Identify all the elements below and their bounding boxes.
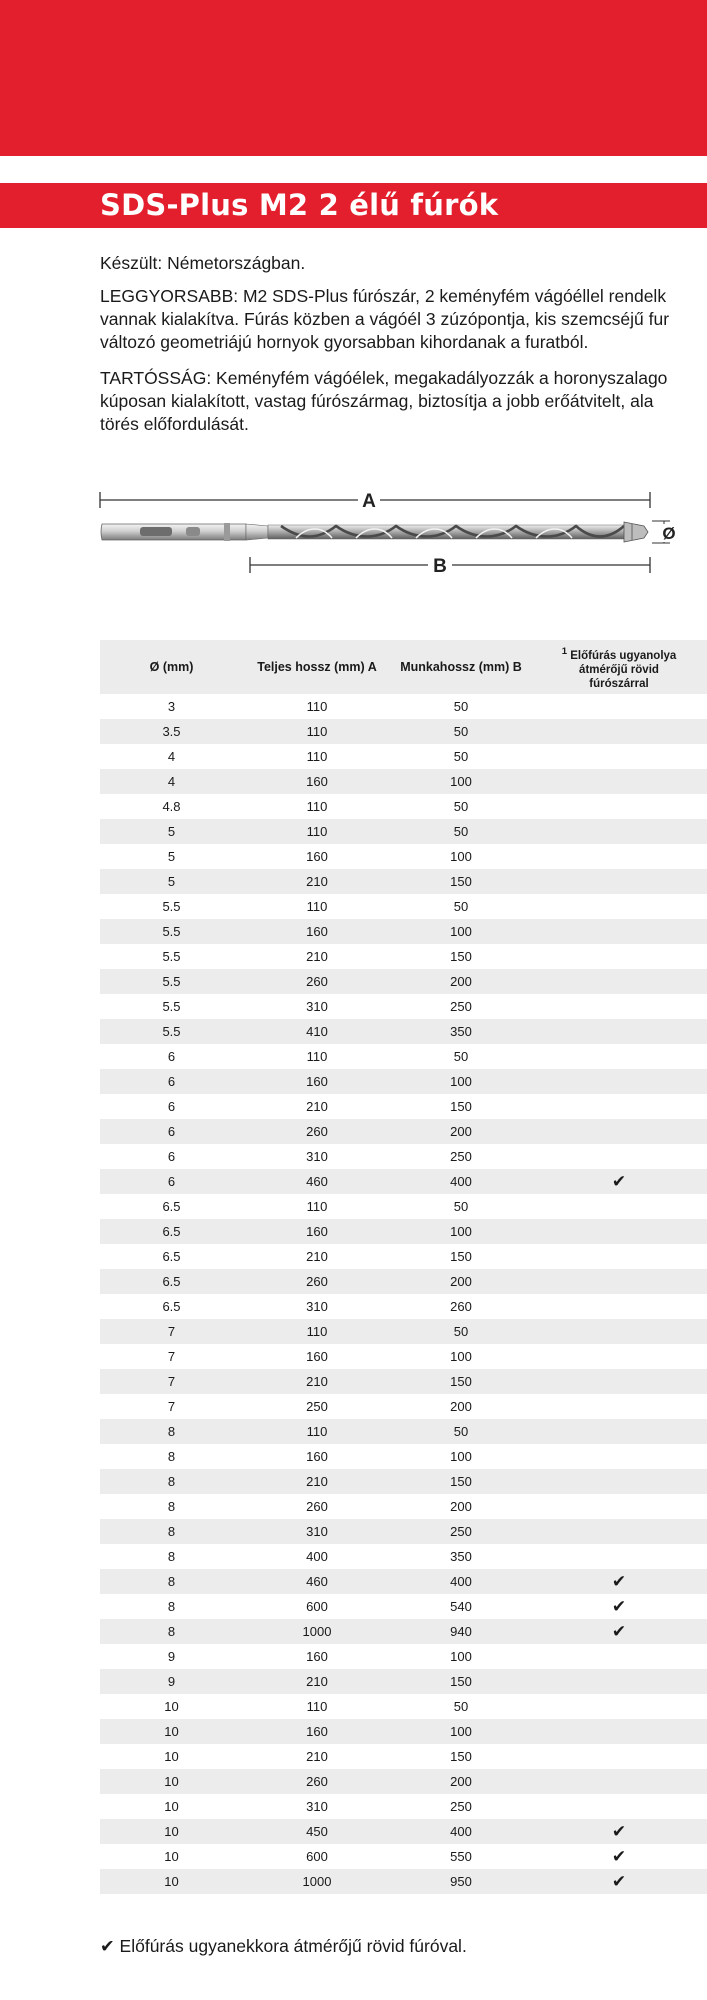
cell-total-length: 160	[243, 1069, 391, 1094]
table-row	[100, 1019, 707, 1044]
cell-predrill	[531, 1444, 707, 1469]
cell-working-length: 200	[391, 969, 531, 994]
cell-diameter: 8	[100, 1619, 243, 1644]
cell-predrill	[531, 1019, 707, 1044]
cell-total-length: 210	[243, 869, 391, 894]
cell-predrill	[531, 994, 707, 1019]
cell-total-length: 210	[243, 944, 391, 969]
cell-diameter: 5.5	[100, 919, 243, 944]
table-row	[100, 1119, 707, 1144]
spec-table	[100, 640, 707, 1894]
cell-diameter: 6.5	[100, 1219, 243, 1244]
check-icon: ✔	[611, 1846, 627, 1866]
cell-diameter: 5.5	[100, 894, 243, 919]
check-icon: ✔	[100, 1936, 115, 1956]
table-row	[100, 1869, 707, 1894]
cell-diameter: 8	[100, 1444, 243, 1469]
table-header-row	[100, 640, 707, 694]
table-row	[100, 1694, 707, 1719]
cell-diameter: 7	[100, 1369, 243, 1394]
durability-line: TARTÓSSÁG: Keményfém vágóélek, megakadályozzák a horonyszalago	[100, 368, 668, 388]
cell-predrill	[531, 1644, 707, 1669]
table-row	[100, 1069, 707, 1094]
check-icon: ✔	[611, 1171, 627, 1191]
cell-working-length: 150	[391, 1744, 531, 1769]
cell-total-length: 260	[243, 969, 391, 994]
cell-diameter: 10	[100, 1694, 243, 1719]
cell-working-length: 100	[391, 1344, 531, 1369]
cell-predrill	[531, 1369, 707, 1394]
cell-working-length: 250	[391, 1519, 531, 1544]
cell-working-length: 350	[391, 1019, 531, 1044]
cell-diameter: 5	[100, 819, 243, 844]
cell-total-length: 400	[243, 1544, 391, 1569]
cell-total-length: 110	[243, 1694, 391, 1719]
cell-predrill	[531, 1044, 707, 1069]
cell-total-length: 210	[243, 1369, 391, 1394]
cell-working-length: 150	[391, 1469, 531, 1494]
table-row	[100, 1519, 707, 1544]
cell-diameter: 3	[100, 694, 243, 719]
table-row	[100, 1394, 707, 1419]
header-predrill-superscript: 1	[561, 646, 568, 658]
cell-predrill	[531, 1519, 707, 1544]
cell-total-length: 260	[243, 1119, 391, 1144]
cell-predrill	[531, 719, 707, 744]
table-row	[100, 819, 707, 844]
cell-working-length: 100	[391, 1644, 531, 1669]
table-row	[100, 694, 707, 719]
cell-total-length: 310	[243, 1794, 391, 1819]
cell-predrill	[531, 1844, 707, 1869]
cell-total-length: 110	[243, 794, 391, 819]
cell-diameter: 4	[100, 769, 243, 794]
cell-total-length: 160	[243, 1644, 391, 1669]
table-row	[100, 944, 707, 969]
table-row	[100, 1794, 707, 1819]
cell-total-length: 410	[243, 1019, 391, 1044]
cell-predrill	[531, 1794, 707, 1819]
cell-predrill	[531, 1544, 707, 1569]
cell-predrill	[531, 919, 707, 944]
dimension-a	[100, 488, 650, 512]
cell-total-length: 260	[243, 1269, 391, 1294]
table-row	[100, 1844, 707, 1869]
cell-total-length: 160	[243, 919, 391, 944]
drill-bit-diagram	[96, 480, 686, 590]
cell-predrill	[531, 1769, 707, 1794]
cell-working-length: 200	[391, 1394, 531, 1419]
cell-diameter: 5	[100, 869, 243, 894]
table-row	[100, 1744, 707, 1769]
table-row	[100, 1469, 707, 1494]
cell-predrill	[531, 1269, 707, 1294]
table-row	[100, 1294, 707, 1319]
cell-diameter: 8	[100, 1519, 243, 1544]
table-row	[100, 1144, 707, 1169]
cell-working-length: 50	[391, 694, 531, 719]
header-predrill-line: átmérőjű rövid	[579, 663, 659, 676]
table-row	[100, 1444, 707, 1469]
cell-diameter: 6	[100, 1069, 243, 1094]
cell-diameter: 6	[100, 1044, 243, 1069]
cell-predrill	[531, 794, 707, 819]
dimension-b	[250, 553, 650, 577]
table-row	[100, 1619, 707, 1644]
table-row	[100, 1344, 707, 1369]
cell-diameter: 7	[100, 1394, 243, 1419]
cell-total-length: 460	[243, 1169, 391, 1194]
cell-working-length: 150	[391, 1094, 531, 1119]
table-row	[100, 1319, 707, 1344]
cell-diameter: 9	[100, 1644, 243, 1669]
cell-diameter: 6	[100, 1144, 243, 1169]
cell-working-length: 100	[391, 1219, 531, 1244]
cell-diameter: 6	[100, 1094, 243, 1119]
check-icon: ✔	[611, 1621, 627, 1641]
cell-predrill	[531, 894, 707, 919]
fastest-paragraph	[100, 285, 707, 354]
cell-total-length: 160	[243, 769, 391, 794]
cell-total-length: 110	[243, 719, 391, 744]
check-icon: ✔	[611, 1871, 627, 1891]
cell-predrill	[531, 944, 707, 969]
table-row	[100, 1819, 707, 1844]
cell-diameter: 6	[100, 1169, 243, 1194]
cell-working-length: 200	[391, 1494, 531, 1519]
cell-total-length: 110	[243, 1194, 391, 1219]
cell-predrill	[531, 1619, 707, 1644]
intro-text	[100, 252, 707, 449]
table-row	[100, 894, 707, 919]
cell-total-length: 110	[243, 819, 391, 844]
cell-total-length: 110	[243, 1044, 391, 1069]
cell-working-length: 150	[391, 869, 531, 894]
footnote	[100, 1936, 467, 1957]
table-row	[100, 844, 707, 869]
cell-total-length: 210	[243, 1094, 391, 1119]
cell-working-length: 200	[391, 1269, 531, 1294]
durability-line: törés előfordulását.	[100, 414, 249, 434]
cell-total-length: 210	[243, 1244, 391, 1269]
cell-total-length: 310	[243, 1144, 391, 1169]
cell-total-length: 110	[243, 894, 391, 919]
cell-diameter: 8	[100, 1544, 243, 1569]
cell-working-length: 50	[391, 1194, 531, 1219]
table-row	[100, 1219, 707, 1244]
cell-diameter: 8	[100, 1569, 243, 1594]
check-icon: ✔	[611, 1821, 627, 1841]
table-row	[100, 1094, 707, 1119]
cell-predrill	[531, 1344, 707, 1369]
diameter-dimension	[652, 521, 680, 543]
cell-working-length: 100	[391, 1069, 531, 1094]
cell-total-length: 160	[243, 1344, 391, 1369]
header-total-length: Teljes hossz (mm) A	[243, 640, 391, 694]
cell-predrill	[531, 1069, 707, 1094]
cell-total-length: 110	[243, 694, 391, 719]
cell-diameter: 4.8	[100, 794, 243, 819]
header-diameter: Ø (mm)	[100, 640, 243, 694]
footnote-text: Előfúrás ugyanekkora átmérőjű rövid fúróval.	[119, 1936, 467, 1956]
cell-predrill	[531, 1869, 707, 1894]
cell-predrill	[531, 1294, 707, 1319]
cell-working-length: 50	[391, 744, 531, 769]
cell-diameter: 10	[100, 1869, 243, 1894]
cell-working-length: 250	[391, 994, 531, 1019]
table-row	[100, 1244, 707, 1269]
cell-diameter: 5.5	[100, 944, 243, 969]
cell-predrill	[531, 969, 707, 994]
table-row	[100, 1569, 707, 1594]
cell-working-length: 350	[391, 1544, 531, 1569]
cell-predrill	[531, 1494, 707, 1519]
cell-diameter: 3.5	[100, 719, 243, 744]
cell-predrill	[531, 1669, 707, 1694]
cell-working-length: 100	[391, 1719, 531, 1744]
cell-diameter: 6.5	[100, 1244, 243, 1269]
cell-total-length: 260	[243, 1769, 391, 1794]
fastest-line: LEGGYORSABB: M2 SDS-Plus fúrószár, 2 keményfém vágóéllel rendelk	[100, 286, 667, 306]
cell-predrill	[531, 1194, 707, 1219]
cell-total-length: 250	[243, 1394, 391, 1419]
cell-diameter: 7	[100, 1319, 243, 1344]
cell-total-length: 310	[243, 1519, 391, 1544]
fastest-line: változó geometriájú hornyok gyorsabban kihordanak a furatból.	[100, 332, 589, 352]
cell-working-length: 150	[391, 1244, 531, 1269]
cell-working-length: 950	[391, 1869, 531, 1894]
cell-predrill	[531, 1569, 707, 1594]
table-row	[100, 1719, 707, 1744]
table-row	[100, 1369, 707, 1394]
table-row	[100, 919, 707, 944]
dimension-a-label: A	[362, 491, 376, 512]
table-row	[100, 1194, 707, 1219]
cell-working-length: 50	[391, 1694, 531, 1719]
cell-total-length: 310	[243, 1294, 391, 1319]
table-row	[100, 1419, 707, 1444]
cell-diameter: 8	[100, 1469, 243, 1494]
cell-diameter: 10	[100, 1819, 243, 1844]
cell-predrill	[531, 694, 707, 719]
cell-predrill	[531, 1119, 707, 1144]
cell-diameter: 6.5	[100, 1294, 243, 1319]
cell-predrill	[531, 1694, 707, 1719]
cell-predrill	[531, 1169, 707, 1194]
cell-working-length: 100	[391, 919, 531, 944]
cell-diameter: 5.5	[100, 1019, 243, 1044]
cell-working-length: 400	[391, 1819, 531, 1844]
cell-working-length: 50	[391, 1419, 531, 1444]
cell-predrill	[531, 1594, 707, 1619]
top-red-band	[0, 0, 707, 156]
check-icon: ✔	[611, 1596, 627, 1616]
table-row	[100, 1169, 707, 1194]
cell-predrill	[531, 1819, 707, 1844]
table-row	[100, 794, 707, 819]
cell-diameter: 10	[100, 1744, 243, 1769]
cell-working-length: 50	[391, 794, 531, 819]
table-row	[100, 1769, 707, 1794]
cell-total-length: 210	[243, 1469, 391, 1494]
cell-predrill	[531, 769, 707, 794]
durability-paragraph	[100, 367, 707, 436]
table-row	[100, 769, 707, 794]
cell-predrill	[531, 1319, 707, 1344]
cell-working-length: 150	[391, 1669, 531, 1694]
cell-working-length: 50	[391, 819, 531, 844]
cell-working-length: 100	[391, 1444, 531, 1469]
cell-predrill	[531, 744, 707, 769]
cell-diameter: 5.5	[100, 969, 243, 994]
cell-total-length: 110	[243, 744, 391, 769]
cell-diameter: 6	[100, 1119, 243, 1144]
cell-diameter: 5.5	[100, 994, 243, 1019]
cell-working-length: 200	[391, 1119, 531, 1144]
cell-predrill	[531, 1469, 707, 1494]
cell-working-length: 400	[391, 1169, 531, 1194]
table-row	[100, 744, 707, 769]
cell-diameter: 10	[100, 1844, 243, 1869]
cell-predrill	[531, 1719, 707, 1744]
cell-diameter: 8	[100, 1419, 243, 1444]
cell-total-length: 160	[243, 1444, 391, 1469]
table-row	[100, 1269, 707, 1294]
cell-total-length: 210	[243, 1669, 391, 1694]
cell-total-length: 310	[243, 994, 391, 1019]
cell-diameter: 10	[100, 1769, 243, 1794]
cell-diameter: 6.5	[100, 1269, 243, 1294]
cell-working-length: 100	[391, 769, 531, 794]
cell-predrill	[531, 819, 707, 844]
cell-working-length: 250	[391, 1144, 531, 1169]
table-body	[100, 694, 707, 1894]
drill-bit	[101, 522, 648, 542]
cell-working-length: 50	[391, 1319, 531, 1344]
cell-working-length: 550	[391, 1844, 531, 1869]
cell-total-length: 160	[243, 844, 391, 869]
cell-total-length: 1000	[243, 1869, 391, 1894]
header-working-length: Munkahossz (mm) B	[391, 640, 531, 694]
cell-predrill	[531, 1094, 707, 1119]
cell-diameter: 8	[100, 1494, 243, 1519]
cell-predrill	[531, 1744, 707, 1769]
cell-diameter: 8	[100, 1594, 243, 1619]
table-row	[100, 869, 707, 894]
cell-working-length: 260	[391, 1294, 531, 1319]
header-predrill-line: Előfúrás ugyanolya	[570, 649, 677, 662]
diameter-label: Ø	[662, 524, 676, 543]
cell-total-length: 450	[243, 1819, 391, 1844]
cell-working-length: 50	[391, 719, 531, 744]
cell-diameter: 6.5	[100, 1194, 243, 1219]
cell-total-length: 110	[243, 1419, 391, 1444]
cell-total-length: 110	[243, 1319, 391, 1344]
cell-predrill	[531, 1394, 707, 1419]
cell-working-length: 100	[391, 844, 531, 869]
cell-predrill	[531, 1244, 707, 1269]
cell-predrill	[531, 844, 707, 869]
table-row	[100, 719, 707, 744]
made-in-text: Készült: Németországban.	[100, 253, 306, 273]
cell-working-length: 250	[391, 1794, 531, 1819]
cell-working-length: 50	[391, 1044, 531, 1069]
cell-diameter: 10	[100, 1794, 243, 1819]
cell-working-length: 540	[391, 1594, 531, 1619]
cell-total-length: 600	[243, 1594, 391, 1619]
dimension-b-label: B	[433, 556, 447, 577]
cell-diameter: 7	[100, 1344, 243, 1369]
cell-total-length: 600	[243, 1844, 391, 1869]
cell-diameter: 10	[100, 1719, 243, 1744]
cell-total-length: 160	[243, 1719, 391, 1744]
cell-total-length: 1000	[243, 1619, 391, 1644]
cell-working-length: 200	[391, 1769, 531, 1794]
table-row	[100, 969, 707, 994]
cell-working-length: 50	[391, 894, 531, 919]
cell-predrill	[531, 1419, 707, 1444]
cell-working-length: 400	[391, 1569, 531, 1594]
check-icon: ✔	[611, 1571, 627, 1591]
cell-diameter: 5	[100, 844, 243, 869]
cell-total-length: 260	[243, 1494, 391, 1519]
page-title: SDS-Plus M2 2 élű fúrók	[100, 188, 499, 222]
header-predrill-line: fúrószárral	[589, 677, 649, 690]
cell-working-length: 150	[391, 1369, 531, 1394]
fastest-line: vannak kialakítva. Fúrás közben a vágóél 3 zúzópontja, kis szemcséjű fur	[100, 309, 670, 329]
table-row	[100, 1594, 707, 1619]
table-row	[100, 1544, 707, 1569]
table-row	[100, 994, 707, 1019]
table-row	[100, 1494, 707, 1519]
cell-diameter: 4	[100, 744, 243, 769]
cell-working-length: 150	[391, 944, 531, 969]
cell-predrill	[531, 1219, 707, 1244]
table-row	[100, 1044, 707, 1069]
cell-predrill	[531, 1144, 707, 1169]
cell-diameter: 9	[100, 1669, 243, 1694]
cell-predrill	[531, 869, 707, 894]
durability-line: kúposan kialakított, vastag fúrószármag, biztosítja a jobb erőátvitelt, ala	[100, 391, 654, 411]
table-row	[100, 1669, 707, 1694]
header-predrill	[531, 640, 707, 694]
cell-total-length: 210	[243, 1744, 391, 1769]
cell-total-length: 460	[243, 1569, 391, 1594]
cell-total-length: 160	[243, 1219, 391, 1244]
cell-working-length: 940	[391, 1619, 531, 1644]
table-row	[100, 1644, 707, 1669]
